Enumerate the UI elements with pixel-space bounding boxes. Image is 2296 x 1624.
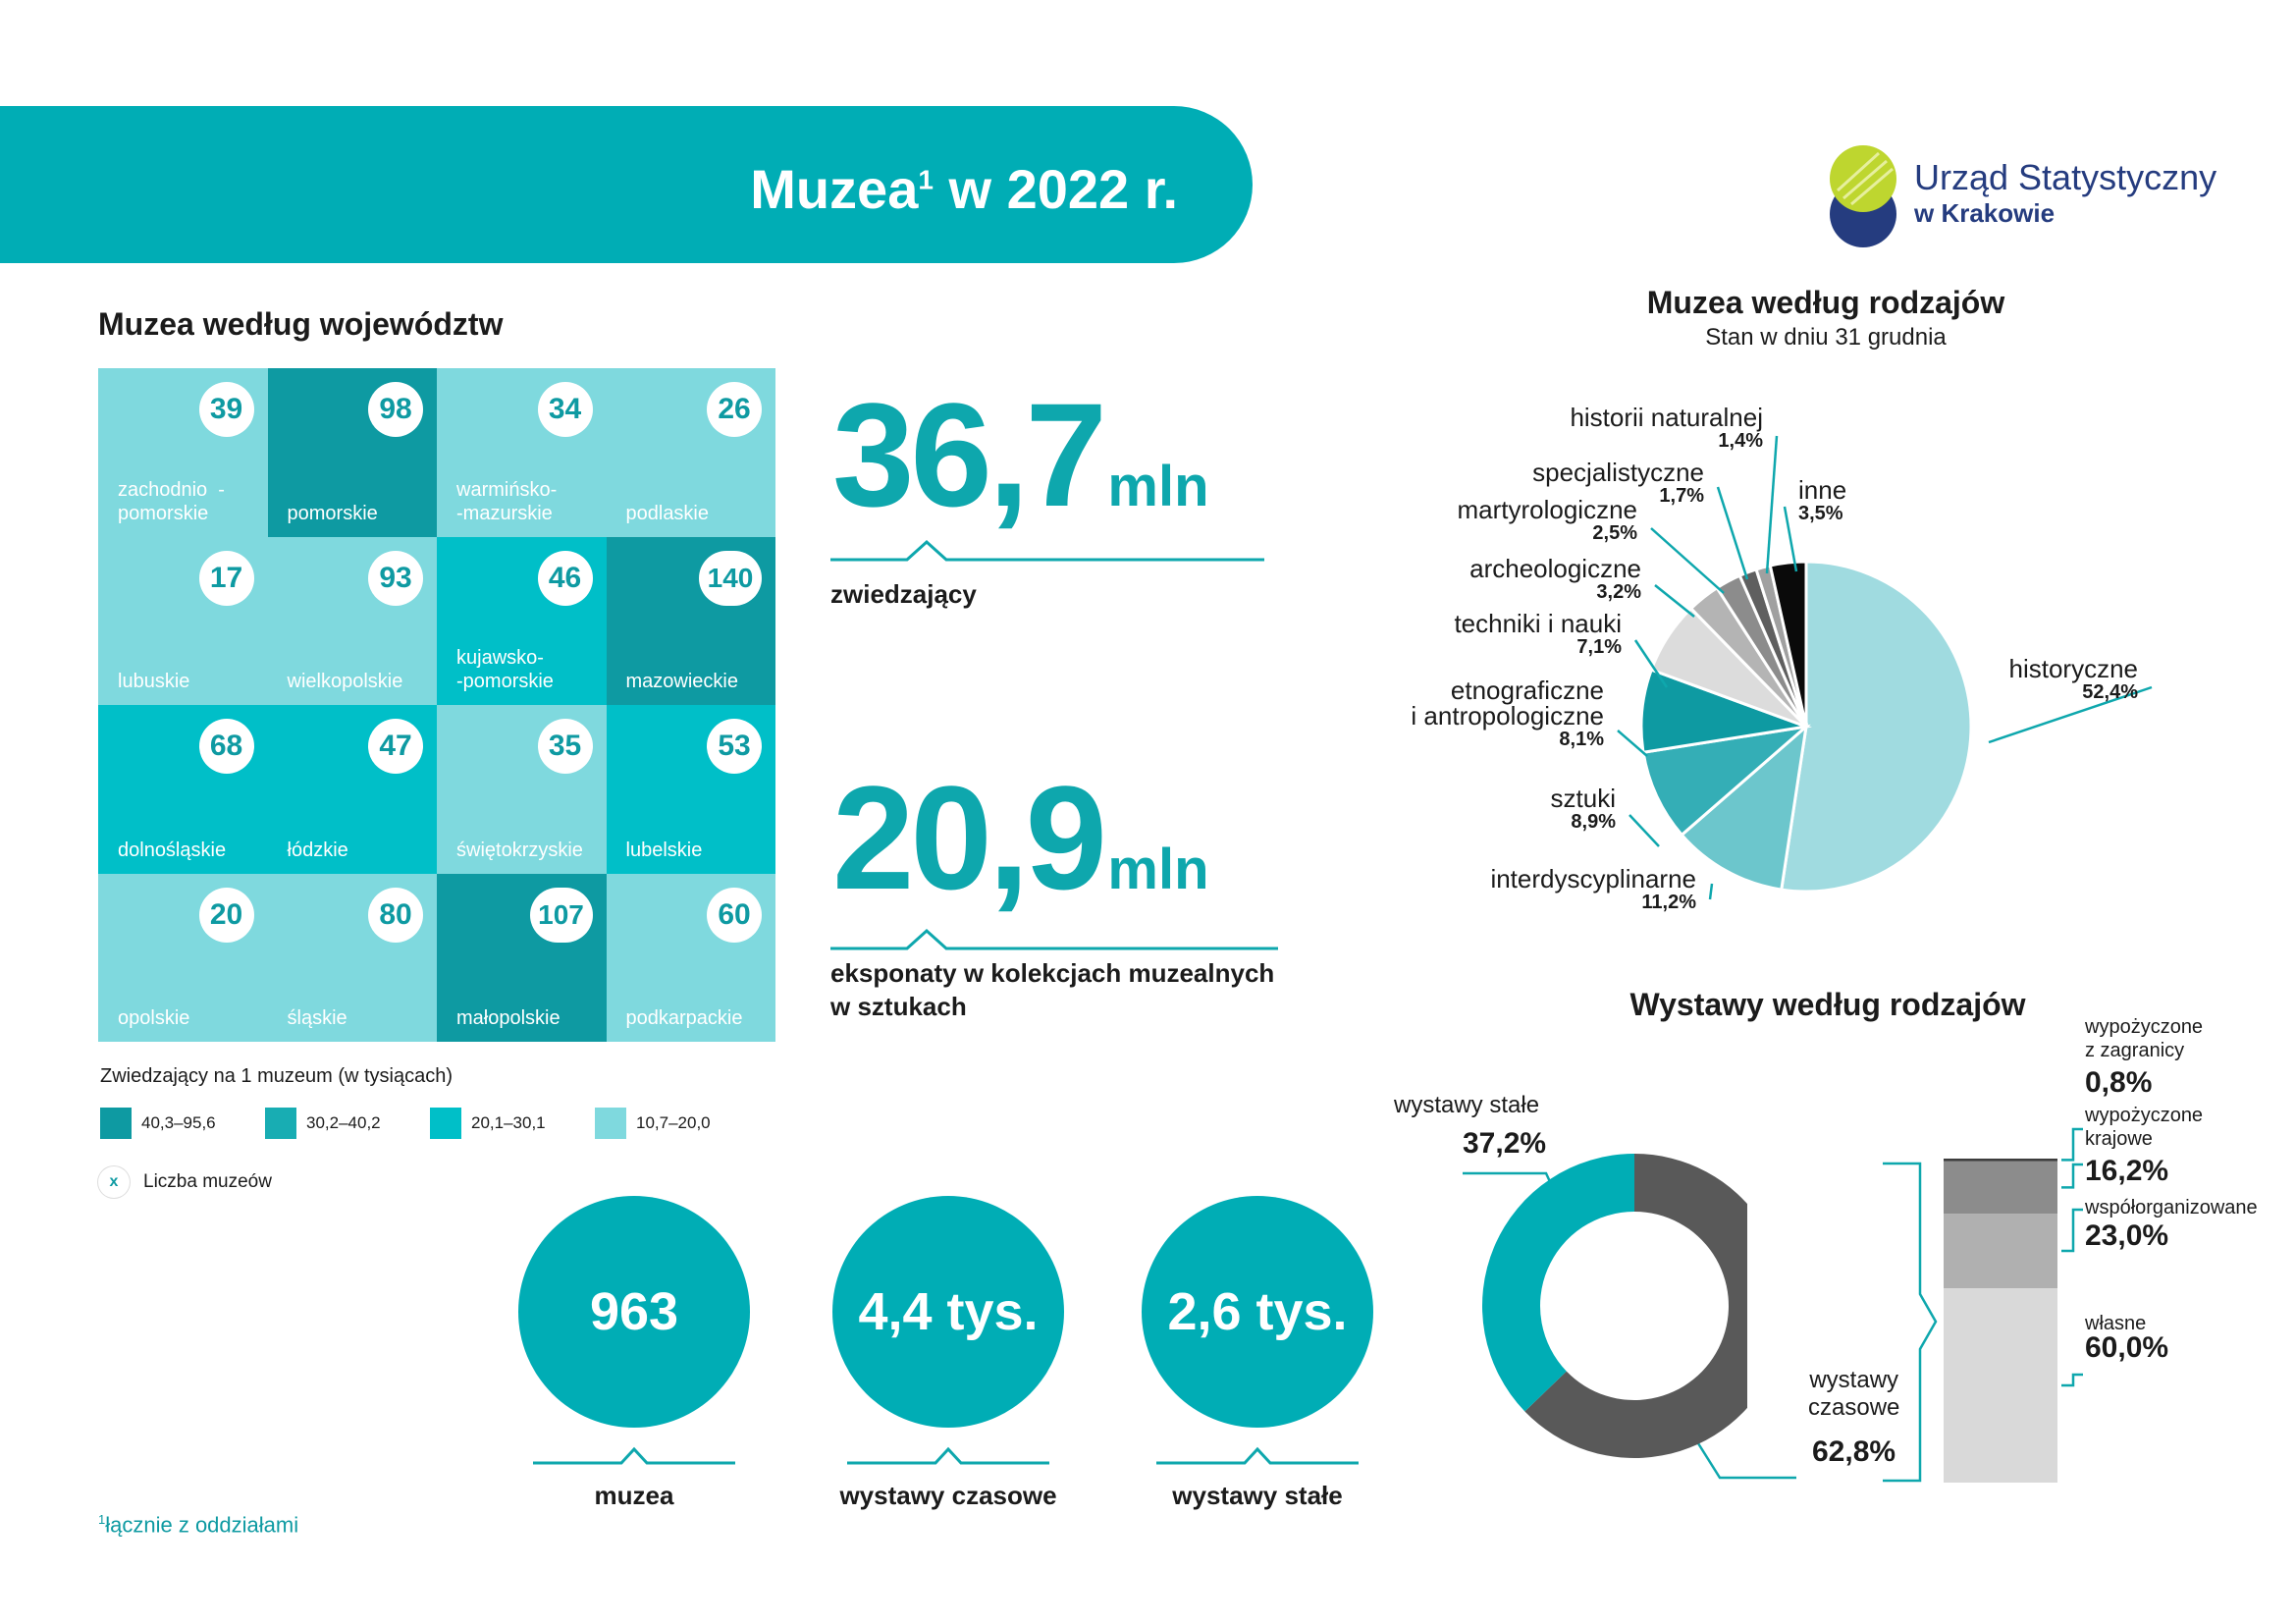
exhibitions-donut xyxy=(1482,1154,1747,1458)
pie-slice-label: etnograficzne i antropologiczne xyxy=(1411,676,1604,731)
museum-count-badge: 17 xyxy=(199,551,254,606)
voivodeship-name: podlaskie xyxy=(625,502,710,524)
pie-slice-label: martyrologiczne xyxy=(1457,495,1637,524)
pie-label-block xyxy=(1570,405,1763,453)
leader-line xyxy=(1651,528,1724,593)
leader-line xyxy=(1710,884,1712,899)
pie-label-block xyxy=(1532,460,1704,508)
leader-line xyxy=(2061,1129,2083,1160)
pie-slice-value: 8,1% xyxy=(1559,729,1604,750)
stack-segment xyxy=(1944,1214,2057,1288)
pie-slice-label: archeologiczne xyxy=(1469,554,1641,583)
museum-count-badge: 107 xyxy=(530,888,593,943)
visitors-unit: mln xyxy=(1107,455,1209,518)
museum-count-badge: 39 xyxy=(199,382,254,437)
pie-slice-value: 3,2% xyxy=(1596,581,1641,603)
voivodeship-name: wielkopolskie xyxy=(287,671,403,692)
pie-slice-value: 52,4% xyxy=(2082,681,2138,703)
stack-label: własne xyxy=(2085,1313,2147,1334)
museum-count-badge: 68 xyxy=(199,719,254,774)
stack-label: wypożyczone krajowe xyxy=(2085,1105,2204,1150)
museum-count-badge: 34 xyxy=(538,382,593,437)
exhibits-label-line2: w sztukach xyxy=(830,992,967,1021)
summary-circle: 4,4 tys. xyxy=(832,1196,1064,1428)
leader-line xyxy=(1655,585,1694,617)
leader-line xyxy=(2061,1375,2083,1385)
museum-count-badge: 35 xyxy=(538,719,593,774)
voivodeship-name: mazowieckie xyxy=(625,671,738,692)
leader-line xyxy=(1618,731,1647,756)
voivodeship-name: podkarpackie xyxy=(625,1007,743,1029)
exhibits-value: 20,9 xyxy=(832,755,1103,920)
leader-line xyxy=(2061,1164,2083,1187)
pie-slice-value: 3,5% xyxy=(1798,503,1843,524)
museum-count-badge: 98 xyxy=(368,382,423,437)
museum-count-badge: 93 xyxy=(368,551,423,606)
legend-label: 30,2–40,2 xyxy=(306,1113,381,1132)
museum-count-badge: 26 xyxy=(707,382,762,437)
legend-label: 20,1–30,1 xyxy=(471,1113,546,1132)
donut-label-permanent: wystawy stałe xyxy=(1394,1092,1540,1118)
pie-label-block xyxy=(1469,556,1641,604)
stack-value: 16,2% xyxy=(2085,1155,2169,1187)
count-label: Liczba muzeów xyxy=(143,1171,272,1192)
summary-circle: 963 xyxy=(518,1196,750,1428)
logo-subtitle: w Krakowie xyxy=(1914,198,2056,228)
pie-label-block xyxy=(1411,677,1604,751)
pie-slice-label: historii naturalnej xyxy=(1570,403,1763,432)
voivodeship-name: zachodnio - pomorskie xyxy=(118,478,225,524)
pie-slice-label: interdyscyplinarne xyxy=(1490,864,1696,893)
stack-value: 60,0% xyxy=(2085,1331,2169,1364)
voivodeship-name: warmińsko- -mazurskie xyxy=(456,478,558,524)
donut-value-permanent: 37,2% xyxy=(1463,1127,1547,1160)
temporary-exhibitions-stacked-bar xyxy=(1944,1159,2057,1483)
stack-segment xyxy=(1944,1159,2057,1162)
pie-slice-label: inne xyxy=(1798,475,1847,505)
pie-slice-label: sztuki xyxy=(1550,784,1616,813)
museum-count-badge: 80 xyxy=(368,888,423,943)
leader-line xyxy=(1767,436,1777,573)
map-title: Muzea według województw xyxy=(98,306,504,342)
voivodeship-name: lubuskie xyxy=(118,671,190,692)
summary-circle: 2,6 tys. xyxy=(1142,1196,1373,1428)
museum-count-badge: 140 xyxy=(699,551,762,606)
circle-label: wystawy stałe xyxy=(1172,1481,1343,1510)
stack-value: 23,0% xyxy=(2085,1219,2169,1252)
pie-label-block xyxy=(1798,477,1846,525)
museum-count-badge: 47 xyxy=(368,719,423,774)
visitors-value: 36,7 xyxy=(832,372,1103,537)
voivodeship-name: łódzkie xyxy=(287,839,348,861)
count-marker: x xyxy=(98,1166,130,1198)
pie-label-block xyxy=(1551,785,1616,834)
pie-label-block xyxy=(1454,611,1622,659)
stack-segment xyxy=(1944,1162,2057,1214)
voivodeship-name: kujawsko- -pomorskie xyxy=(456,647,554,692)
donut-value-temporary: 62,8% xyxy=(1812,1435,1896,1468)
bracket-line xyxy=(1883,1164,1936,1481)
leader-line xyxy=(1785,507,1796,571)
stack-segment xyxy=(1944,1288,2057,1483)
exhibits-unit: mln xyxy=(1107,838,1209,901)
pie-slice-label: techniki i nauki xyxy=(1454,609,1622,638)
stack-value: 0,8% xyxy=(2085,1066,2153,1099)
pie-title: Muzea według rodzajów xyxy=(1646,285,2005,320)
museum-count-badge: 46 xyxy=(538,551,593,606)
pie-slice-label: historyczne xyxy=(2008,654,2138,683)
pie-label-block xyxy=(1490,866,1696,914)
stack-label: współorganizowane xyxy=(2085,1197,2258,1218)
exhibits-label-line1: eksponaty w kolekcjach muzealnych xyxy=(830,958,1275,988)
page-title: Muzea$^1$ w 2022 r. xyxy=(750,158,1178,220)
museum-count-badge: 53 xyxy=(707,719,762,774)
circle-label: muzea xyxy=(594,1481,674,1510)
leader-line xyxy=(1629,815,1659,846)
pie-slice-value: 11,2% xyxy=(1641,892,1696,913)
voivodeship-name: opolskie xyxy=(118,1007,190,1029)
pie-slice-value: 2,5% xyxy=(1592,522,1637,544)
legend-label: 40,3–95,6 xyxy=(141,1113,216,1132)
voivodeship-name: lubelskie xyxy=(625,839,703,861)
circle-label: wystawy czasowe xyxy=(839,1481,1057,1510)
museum-count-badge: 60 xyxy=(707,888,762,943)
pie-slice-value: 1,4% xyxy=(1718,430,1763,452)
donut-label-temporary: wystawy czasowe xyxy=(1808,1367,1900,1421)
pie-label-block xyxy=(2009,656,2139,704)
leader-line xyxy=(1718,487,1747,579)
pie-slice-value: 8,9% xyxy=(1571,811,1616,833)
donut-segment xyxy=(1482,1154,1634,1412)
voivodeship-name: świętokrzyskie xyxy=(456,839,583,861)
legend-label: 10,7–20,0 xyxy=(636,1113,711,1132)
visitors-label: zwiedzający xyxy=(830,579,977,609)
pie-slice-label: specjalistyczne xyxy=(1532,458,1704,487)
leader-line xyxy=(1635,640,1667,687)
logo-name: Urząd Statystyczny xyxy=(1914,157,2217,197)
donut-title: Wystawy według rodzajów xyxy=(1629,987,2026,1022)
footnote: $^1$łącznie z oddziałami xyxy=(98,1512,299,1538)
pie-subtitle: Stan w dniu 31 grudnia xyxy=(1705,324,1947,351)
stack-label: wypożyczone z zagranicy xyxy=(2085,1016,2204,1061)
pie-slice-value: 1,7% xyxy=(1659,485,1704,507)
museum-count-badge: 20 xyxy=(199,888,254,943)
legend-title: Zwiedzający na 1 muzeum (w tysiącach) xyxy=(100,1065,454,1087)
voivodeship-name: śląskie xyxy=(287,1007,347,1029)
voivodeship-name: dolnośląskie xyxy=(118,839,227,861)
voivodeship-name: pomorskie xyxy=(287,502,378,524)
voivodeship-name: małopolskie xyxy=(456,1007,561,1029)
pie-slice-value: 7,1% xyxy=(1576,636,1622,658)
leader-line xyxy=(2061,1210,2083,1251)
